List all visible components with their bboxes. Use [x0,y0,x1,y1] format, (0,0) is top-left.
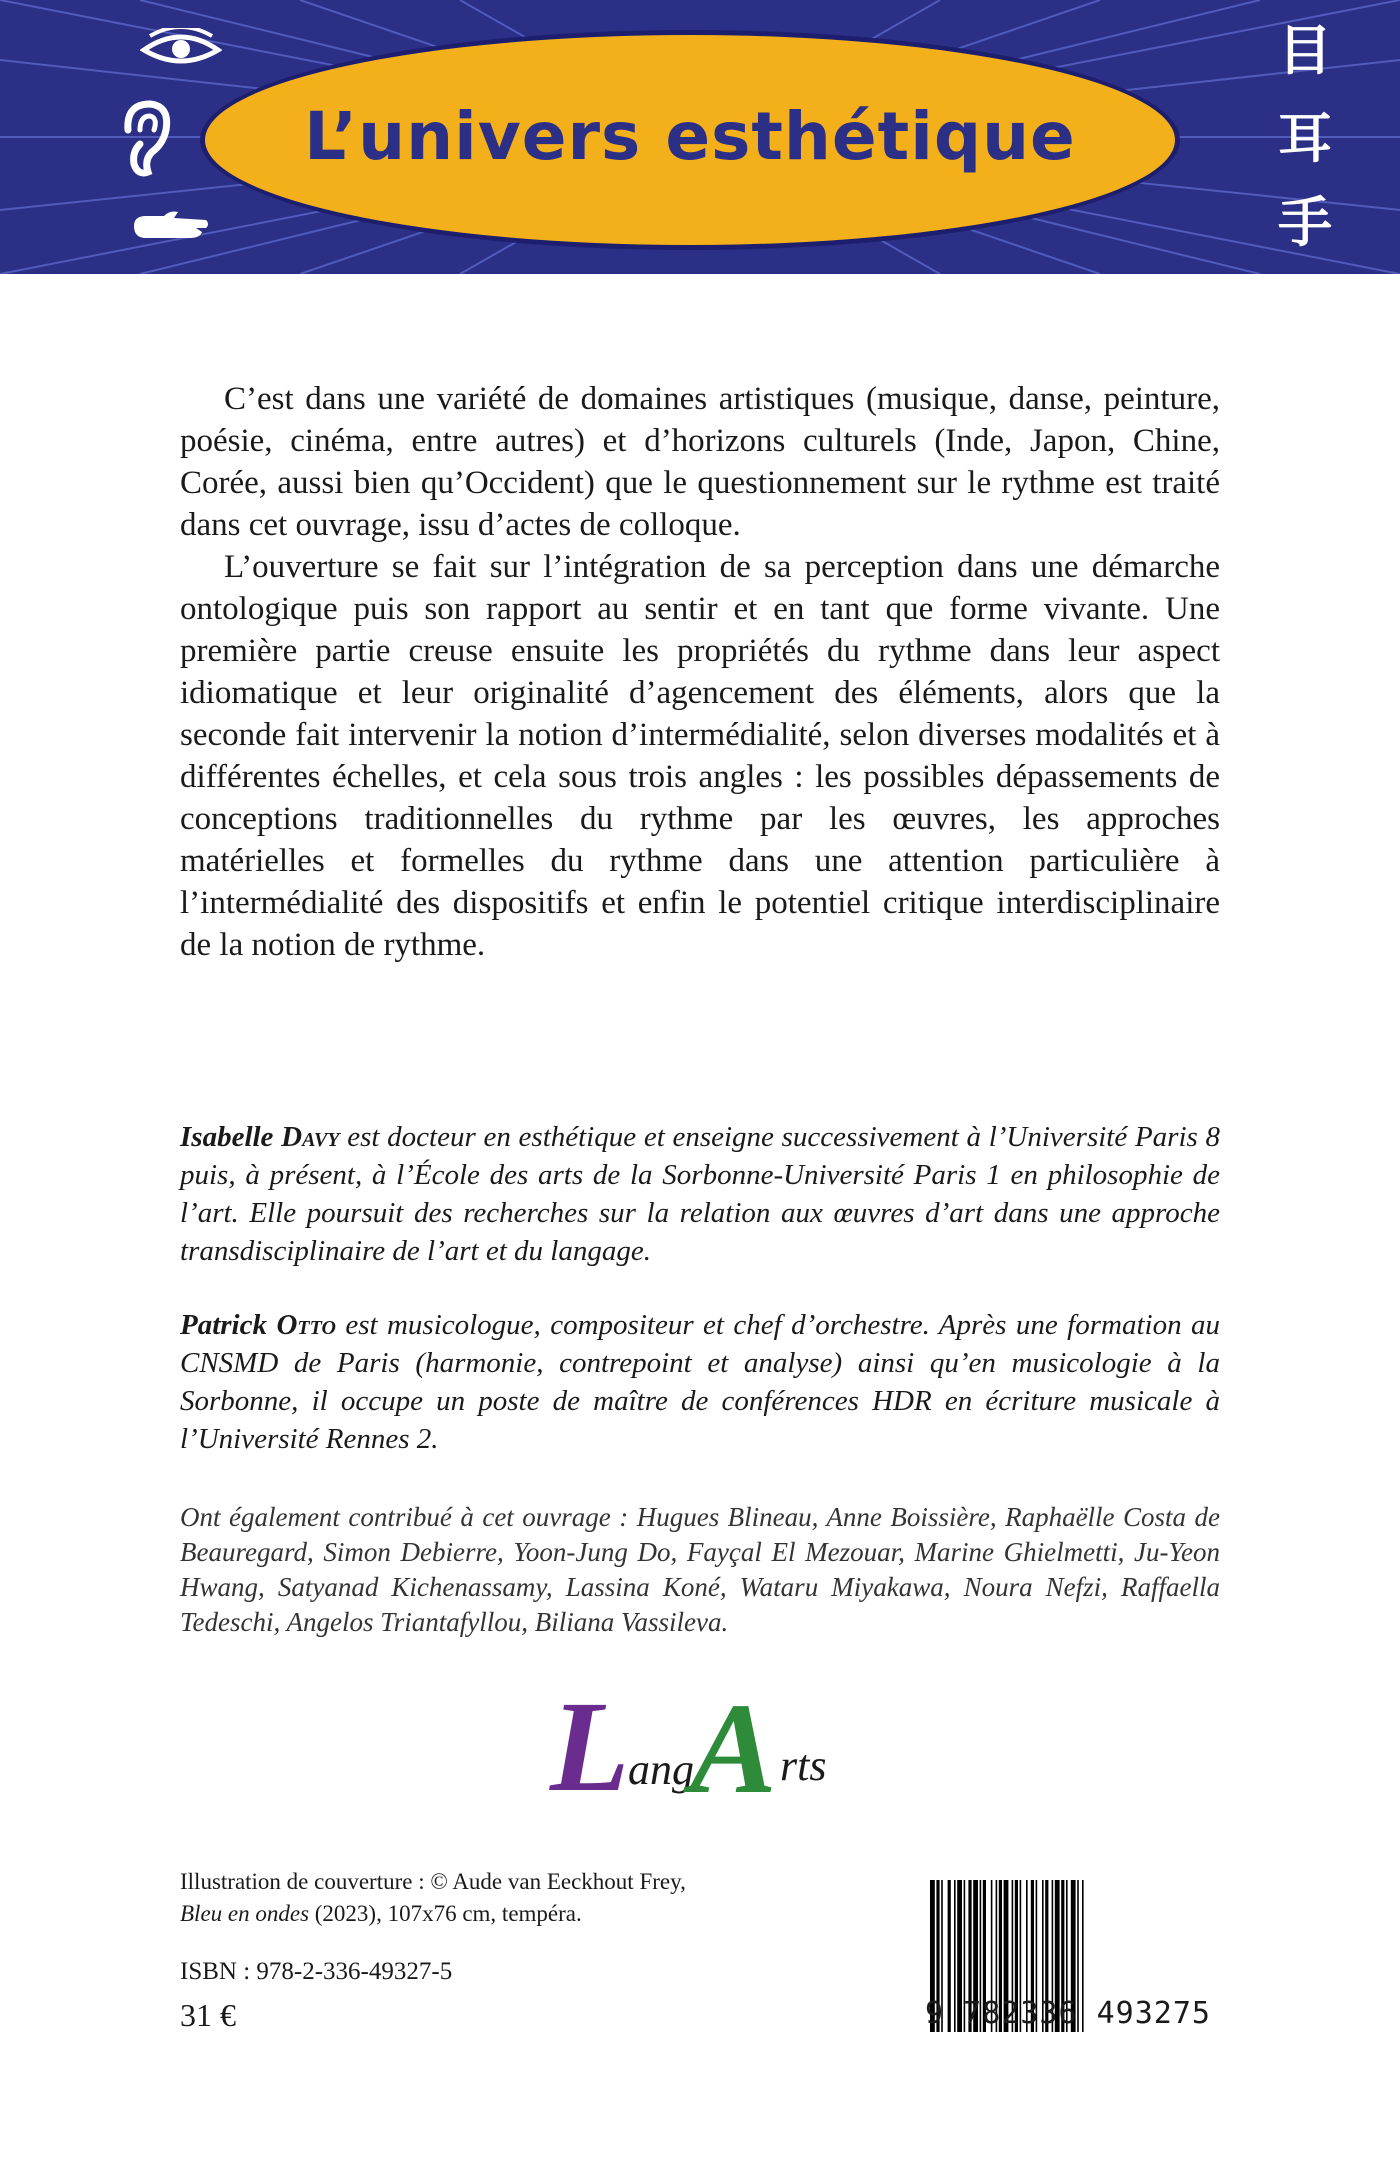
artwork-details: (2023), 107x76 cm, tempéra. [309,1901,582,1926]
title-oval [200,30,1180,250]
author-first-name: Isabelle [180,1121,274,1153]
cjk-hand-character: 手 [1278,191,1332,254]
artwork-title: Bleu en ondes [180,1901,310,1926]
author-last-name: Davy [281,1121,340,1153]
hand-icon [130,208,212,242]
cover-credits [180,1866,780,1930]
svg-text:L: L [550,1680,630,1810]
book-description [180,378,1220,966]
author-first-name: Patrick [180,1309,267,1341]
svg-text:rts: rts [780,1741,827,1790]
contributors-block [180,1500,1220,1640]
credits-line: Illustration de couverture : © Aude van Eeckhout Frey, [180,1869,686,1894]
cjk-eye-character: 目 [1278,19,1332,82]
author-bio [180,1306,1220,1458]
credits-line [180,1898,780,1930]
cjk-ear-character: 耳 [1278,107,1332,170]
price: 31 € [180,1997,236,2033]
contributors-text: Ont également contribué à cet ouvrage : Hugues Blineau, Anne Boissière, Raphaëlle Costa de Beauregard, Simon Debierre, Yoon-Jung Do, Fayçal El Mezouar, Marine Ghielmetti, Ju-Yeon Hwang, Satyanad Kichenassamy, Lassina Koné, Wataru Miyakawa, Noura Nefzi, Raffaella Tedeschi, Angelos Triantafyllou, Biliana Vassileva. [180,1502,1220,1637]
author-bio-text: est docteur en esthétique et enseigne successivement à l’Université Paris 8 puis, à présent, à l’École des arts de la Sorbonne-Université Paris 1 en philosophie de l’art. Elle poursuit des recherches sur la relation aux œuvres d’art dans une approche transdisciplinaire de l’art et du langage. [180,1121,1220,1267]
description-paragraph: L’ouverture se fait sur l’intégration de sa perception dans une démarche ontologique puis son rapport au sentir et en tant que forme vivante. Une première partie creuse ensuite les propriétés du rythme dans leur aspect idiomatique et leur originalité d’agencement des éléments, alors que la seconde fait intervenir la notion d’intermédialité, selon diverses modalités et à différentes échelles, et cela sous trois angles : les possibles dépassements de conceptions traditionnelles du rythme par les œuvres, les approches matérielles et formelles du rythme dans une attention particulière à l’intermédialité des dispositifs et enfin le potentiel critique interdisciplinaire de la notion de rythme. [180,549,1220,963]
description-paragraph: C’est dans une variété de domaines artistiques (musique, danse, peinture, poésie, cinéma, entre autres) et d’horizons culturels (Inde, Japon, Chine, Corée, aussi bien qu’Occident) que le questionnement sur le rythme est traité dans cet ouvrage, issu d’actes de colloque. [180,381,1220,543]
svg-text:ang: ang [628,1745,694,1794]
publisher-logo [540,1680,860,1810]
author-bios [180,1118,1220,1458]
barcode-number: 9 782336 493275 [925,1996,1211,2031]
author-bio [180,1118,1220,1270]
author-bio-text: est musicologue, compositeur et chef d’orchestre. Après une formation au CNSMD de Paris (harmonie, contrepoint et analyse) ainsi qu’en musicologie à la Sorbonne, il occupe un poste de maître de conférences HDR en écriture musicale à l’Université Rennes 2. [180,1309,1221,1455]
svg-text:A: A [690,1680,777,1810]
ear-icon [118,100,174,178]
eye-icon [140,28,222,72]
header-banner [0,0,1400,274]
isbn: ISBN : 978-2-336-49327-5 [180,1958,453,1985]
series-title: L’univers esthétique [304,97,1076,175]
author-last-name: Otto [276,1309,336,1341]
